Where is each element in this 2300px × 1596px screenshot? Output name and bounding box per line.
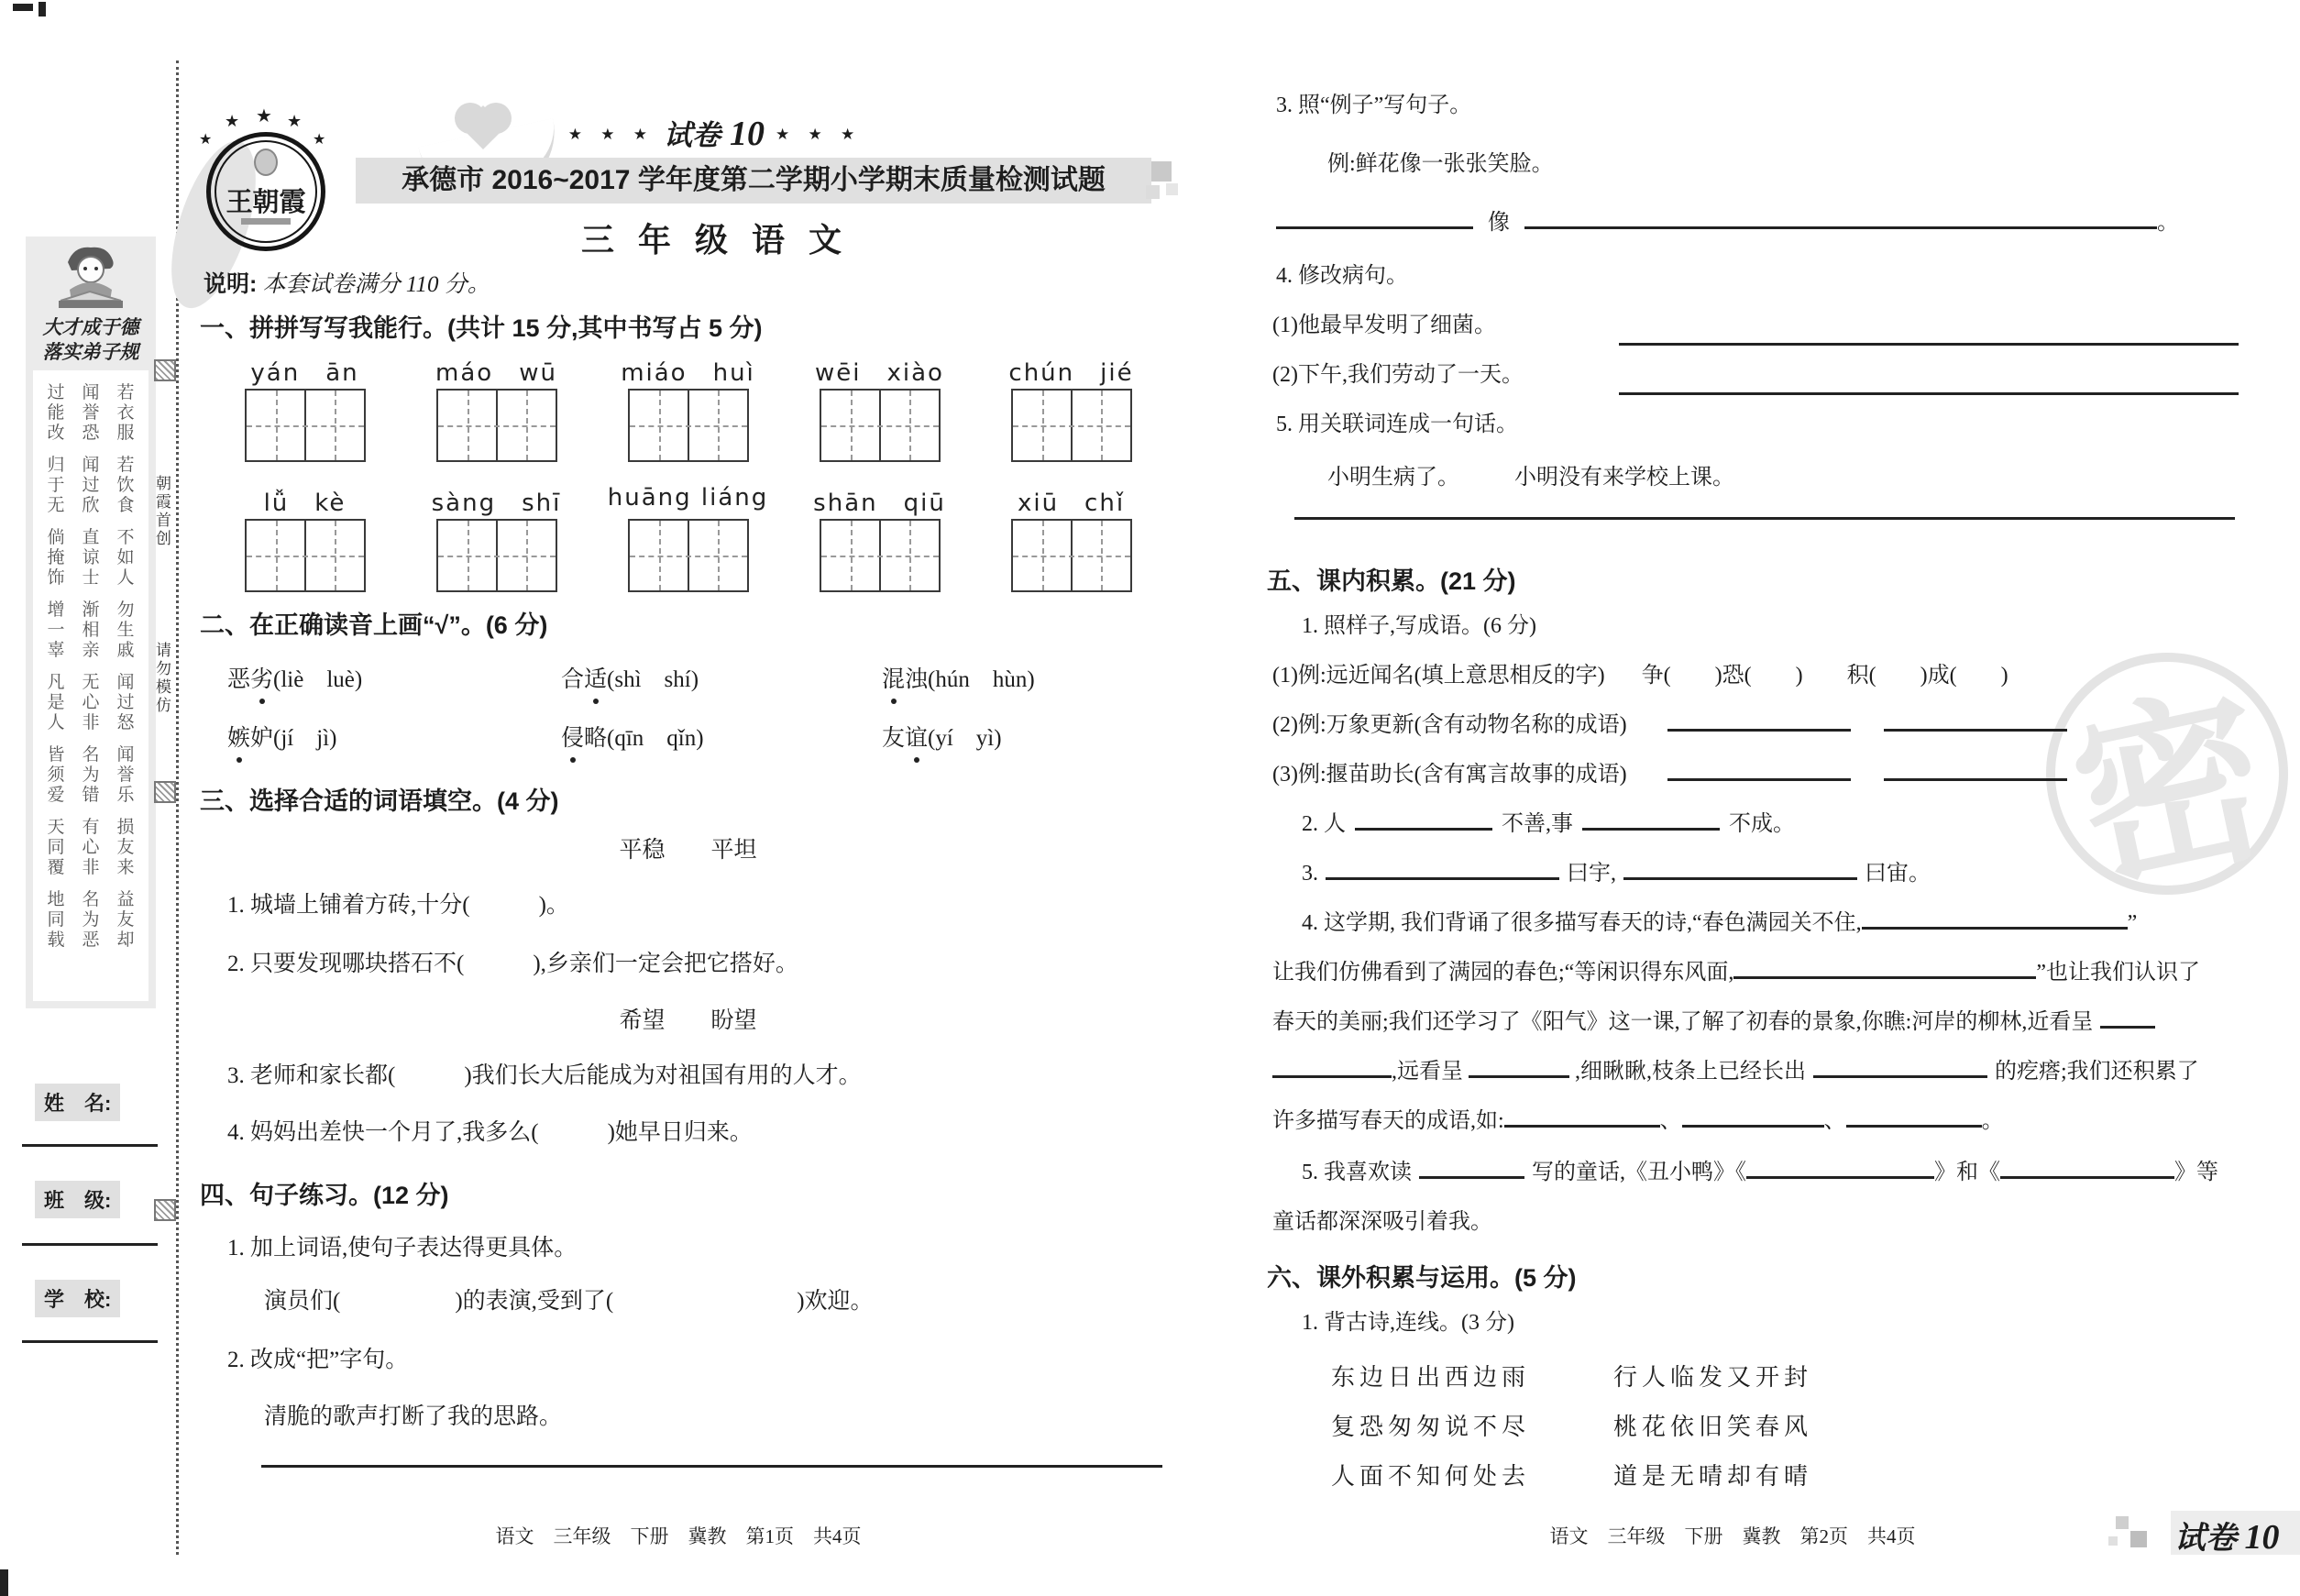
child-reading-illustration	[50, 244, 132, 315]
pronunciation-item: 侵略(qīn qǐn)	[561, 724, 704, 754]
hanzi-writing-grid[interactable]	[1011, 519, 1132, 592]
answer-line[interactable]	[1294, 517, 2235, 520]
dizigui-verse-panel	[33, 370, 149, 1001]
hanzi-writing-grid[interactable]	[436, 389, 557, 462]
blank-line[interactable]	[1469, 1075, 1569, 1078]
sec5-item2: 2. 人 不善,事 不成。	[1302, 812, 1795, 836]
section6-title: 六、课外积累与运用。(5 分)	[1267, 1264, 1577, 1292]
fill-item: 4. 妈妈出差快一个月了,我多么( )她早日归来。	[227, 1120, 753, 1145]
blank-line[interactable]	[2100, 1026, 2155, 1029]
fill-item: 1. 城墙上铺着方砖,十分( )。	[227, 893, 569, 918]
page1-footer: 语文 三年级 下册 冀教 第1页 共4页	[495, 1525, 862, 1547]
watermark-character: 密	[2056, 667, 2284, 912]
poem-match-left[interactable]: 东边日出西边雨	[1331, 1364, 1531, 1391]
q5-title: 5. 用关联词连成一句话。	[1276, 413, 1518, 436]
blank-line[interactable]	[1667, 729, 1851, 732]
pixel-decoration	[2130, 1531, 2147, 1547]
paper-number: 10	[730, 115, 765, 153]
dotted-character: 谊	[905, 724, 928, 754]
blank-line[interactable]	[1667, 778, 1851, 781]
sentence-exercise-line: 清脆的歌声打断了我的思路。	[264, 1404, 563, 1429]
blank-line[interactable]	[1682, 1125, 1824, 1128]
poem-match-left[interactable]: 复恐匆匆说不尽	[1331, 1414, 1531, 1440]
q4-item2: (2)下午,我们劳动了一天。	[1272, 363, 1524, 387]
fill-item: 3. 老师和家长都( )我们长大后能成为对祖国有用的人才。	[227, 1063, 862, 1088]
pronunciation-item: 友谊(yí yì)	[882, 724, 1002, 754]
q4-item1: (1)他最早发明了细菌。	[1272, 314, 1496, 337]
blank-line[interactable]	[1582, 828, 1720, 831]
q5-sentences: 小明生病了。 小明没有来学校上课。	[1327, 466, 1734, 490]
pinyin-label: sàng shī	[431, 490, 562, 517]
sentence-exercise-item: 1. 加上词语,使句子表达得更具体。	[227, 1236, 578, 1260]
hanzi-writing-grid[interactable]	[1011, 389, 1132, 462]
hanzi-writing-grid[interactable]	[245, 389, 366, 462]
paper-number-badge: 试卷 10	[2174, 1518, 2280, 1557]
blank-line[interactable]	[1419, 1176, 1524, 1179]
sec5-item4-line3: 春天的美丽;我们还学习了《阳气》这一课,了解了初春的景象,你瞧:河岸的柳林,近看呈	[1272, 1008, 2155, 1037]
pixel-decoration	[1151, 161, 1172, 182]
poem-match-right[interactable]: 道是无晴却有晴	[1613, 1463, 1813, 1490]
fill-item: 2. 只要发现哪块搭石不( ),乡亲们一定会把它搭好。	[227, 952, 798, 976]
pronunciation-item: 嫉妒(jí jì)	[227, 724, 336, 754]
pinyin-label: lǚ kè	[263, 490, 347, 517]
pronunciation-item: 合适(shì shí)	[561, 666, 699, 696]
exam-note	[204, 270, 490, 301]
blank-line[interactable]	[1746, 1176, 1934, 1179]
pinyin-label: wēi xiào	[815, 359, 944, 387]
student-class-writein-line[interactable]	[22, 1243, 158, 1246]
poem-match-right[interactable]: 桃花依旧笑春风	[1613, 1414, 1813, 1440]
brand-logo: ★ ★ ★ ★ ★ 王朝霞	[197, 103, 344, 268]
student-name-writein-line[interactable]	[22, 1144, 158, 1147]
blank-line[interactable]	[1884, 778, 2067, 781]
pinyin-label: shān qiū	[813, 490, 946, 517]
crop-mark	[0, 1569, 8, 1596]
blank-line[interactable]	[1884, 729, 2067, 732]
section2-title: 二、在正确读音上画“√”。(6 分)	[200, 611, 548, 639]
writing-grid-row	[209, 519, 1167, 592]
section1-title: 一、拼拼写写我能行。(共计 15 分,其中书写占 5 分)	[200, 314, 763, 342]
idiom-item-1: (1)例:远近闻名(填上意思相反的字) 争( )恐( ) 积( )成( )	[1272, 664, 2008, 688]
verse-column: 若衣服 若饮食 不如人 勿生戚 闻过怒 闻誉乐 损友来 益友却	[116, 383, 135, 950]
seal-stamp-icon	[154, 359, 176, 381]
blank-line[interactable]	[1524, 226, 2157, 229]
answer-line[interactable]	[1619, 392, 2239, 395]
dotted-character: 劣	[250, 666, 273, 696]
student-school-label: 学 校:	[35, 1280, 120, 1317]
sidebar-panel	[26, 237, 156, 1008]
hanzi-writing-grid[interactable]	[245, 519, 366, 592]
sec5-sub1-title: 1. 照样子,写成语。(6 分)	[1302, 614, 1536, 638]
poem-match-right[interactable]: 行人临发又开封	[1613, 1364, 1813, 1391]
verse-column: 闻誉恐 闻过欣 直谅士 渐相亲 无心非 名为错 有心非 名为恶	[82, 383, 100, 950]
brand-name: 王朝霞	[226, 188, 306, 217]
page2-footer: 语文 三年级 下册 冀教 第2页 共4页	[1549, 1525, 1916, 1547]
sec5-item5-line2: 童话都深深吸引着我。	[1272, 1210, 1492, 1234]
seal-stamp-icon	[154, 1199, 176, 1221]
pinyin-row	[209, 354, 1167, 388]
poem-match-left[interactable]: 人面不知何处去	[1331, 1463, 1531, 1490]
q3-title: 3. 照“例子”写句子。	[1276, 94, 1472, 117]
slogan-line: 落实弟子规	[42, 342, 139, 363]
pinyin-label: máo wū	[435, 359, 557, 387]
paper-number-title	[385, 112, 1045, 154]
sentence-exercise-line: 演员们( )的表演,受到了( )欢迎。	[264, 1289, 874, 1314]
section4-title: 四、句子练习。(12 分)	[200, 1182, 449, 1209]
q4-title: 4. 修改病句。	[1276, 264, 1408, 288]
sec5-item5-line1: 5. 我喜欢读 写的童话,《丑小鸭》《 》和《 》等	[1302, 1161, 2218, 1184]
answer-line[interactable]	[1619, 343, 2239, 346]
note-label: 说明:	[204, 271, 258, 297]
blank-line[interactable]	[1326, 877, 1559, 880]
hanzi-writing-grid[interactable]	[628, 519, 749, 592]
sec5-item3: 3. 曰宇, 曰宙。	[1302, 862, 1931, 886]
sentence-exercise-item: 2. 改成“把”字句。	[227, 1348, 409, 1372]
exam-title-banner: 承德市 2016~2017 学年度第二学期小学期末质量检测试题	[356, 158, 1151, 204]
sec5-item4-line4: ,远看呈 ,细瞅瞅,枝条上已经长出 的疙瘩;我们还积累了	[1272, 1058, 2199, 1086]
idiom-item-2: (2)例:万象更新(含有动物名称的成语)	[1272, 711, 2067, 740]
seal-stamp-icon	[154, 781, 176, 803]
brand-tagline-bar	[241, 218, 291, 225]
hanzi-writing-grid[interactable]	[436, 519, 557, 592]
subject-title: 三 年 级 语 文	[580, 221, 849, 259]
student-school-writein-line[interactable]	[22, 1340, 158, 1343]
pronunciation-item: 混浊(hún hùn)	[882, 666, 1035, 696]
writing-grid-row	[209, 389, 1167, 462]
slogan-line: 大才成于德	[42, 317, 139, 338]
word-bank: 希望 盼望	[619, 1008, 757, 1033]
verse-column: 过能改 归于无 倘掩饰 增一辜 凡是人 皆须爱 天同覆 地同载	[47, 383, 65, 950]
sec5-item4-line1: 4. 这学期, 我们背诵了很多描写春天的诗,“春色满园关不住, ”	[1302, 911, 2138, 935]
crop-mark	[13, 4, 33, 11]
pinyin-label: xiū chǐ	[1017, 490, 1126, 517]
q3-fill-line: 像 。	[1276, 209, 2179, 237]
paper-word: 试卷	[664, 119, 721, 151]
answer-line[interactable]	[261, 1465, 1162, 1468]
blank-line[interactable]	[1623, 877, 1857, 880]
dotted-character: 混	[882, 666, 905, 696]
dotted-character: 侵	[561, 724, 584, 754]
pixel-decoration	[1166, 183, 1178, 195]
word-bank: 平稳 平坦	[619, 838, 757, 863]
sec5-item4-line2: 让我们仿佛看到了满园的春色;“等闲识得东风面, ”也让我们认识了	[1272, 961, 2200, 985]
blank-line[interactable]	[2000, 1176, 2174, 1179]
stars-decoration: ★ ★ ★	[567, 126, 655, 143]
pixel-decoration	[2116, 1516, 2129, 1529]
section5-title: 五、课内积累。(21 分)	[1267, 567, 1516, 595]
dotted-character: 适	[584, 666, 607, 696]
sidebar-slogan	[26, 315, 156, 365]
stars-decoration: ★ ★ ★	[776, 126, 863, 143]
sec5-item4-line5: 许多描写春天的成语,如: 、 、 。	[1272, 1109, 2004, 1133]
blank-line[interactable]	[1355, 828, 1492, 831]
hanzi-writing-grid[interactable]	[820, 389, 941, 462]
anti-copy-note: 请勿模仿	[156, 642, 171, 714]
idiom-item-3: (3)例:揠苗助长(含有寓言故事的成语)	[1272, 761, 2067, 789]
pinyin-label: miáo huì	[621, 359, 755, 387]
q3-example: 例:鲜花像一张张笑脸。	[1327, 152, 1554, 176]
sec6-sub1-title: 1. 背古诗,连线。(3 分)	[1302, 1311, 1514, 1335]
pronunciation-item: 恶劣(liè luè)	[227, 666, 362, 696]
blank-line[interactable]	[1733, 976, 2036, 979]
blank-line[interactable]	[1504, 1125, 1660, 1128]
note-text: 本套试卷满分 110 分。	[262, 272, 490, 297]
dotted-character: 嫉	[227, 724, 250, 754]
pinyin-label: chún jié	[1008, 359, 1134, 387]
student-class-label: 班 级:	[35, 1181, 120, 1218]
blank-line[interactable]	[1846, 1125, 1982, 1128]
hanzi-writing-grid[interactable]	[820, 519, 941, 592]
security-watermark	[2046, 653, 2288, 912]
blank-line[interactable]	[1276, 226, 1473, 229]
crop-mark	[39, 2, 46, 17]
hanzi-writing-grid[interactable]	[628, 389, 749, 462]
section3-title: 三、选择合适的词语填空。(4 分)	[200, 787, 559, 815]
portrait-icon	[254, 149, 278, 176]
pinyin-row	[209, 484, 1167, 518]
blank-line[interactable]	[1862, 927, 2128, 930]
anti-copy-note: 朝霞首创	[156, 475, 171, 547]
pixel-decoration	[1146, 185, 1160, 199]
pinyin-label: yán ān	[250, 359, 359, 387]
blank-line[interactable]	[1813, 1075, 1987, 1078]
blank-line[interactable]	[1272, 1075, 1392, 1078]
student-name-label: 姓 名:	[35, 1084, 120, 1121]
pinyin-label: huāng liáng	[607, 484, 769, 512]
pixel-decoration	[2108, 1536, 2118, 1546]
